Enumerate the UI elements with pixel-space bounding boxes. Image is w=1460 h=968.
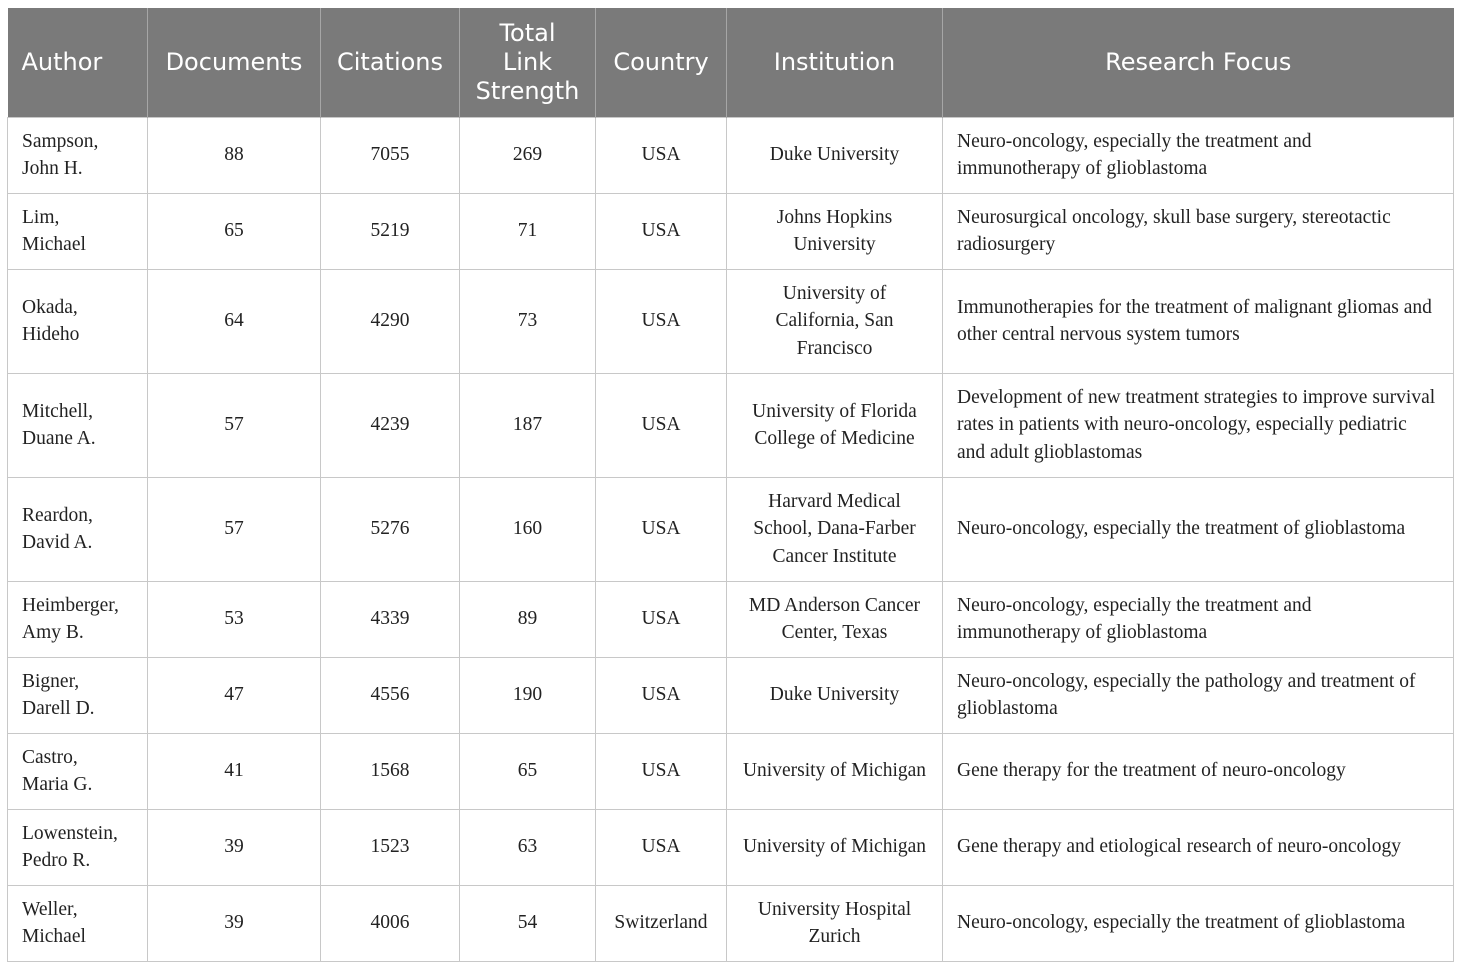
author-first-name: Pedro R.: [22, 850, 91, 871]
documents-cell: 39: [148, 809, 321, 885]
country-cell: Switzerland: [596, 885, 727, 961]
header-total-link-strength: [460, 8, 596, 117]
table-body: [8, 117, 1454, 961]
author-table-container: [7, 8, 1453, 962]
table-row: [8, 885, 1454, 961]
documents-cell: 88: [148, 117, 321, 193]
documents-cell: 39: [148, 885, 321, 961]
header-documents: Documents: [148, 8, 321, 117]
author-last-name: Okada,: [22, 296, 78, 318]
tls-cell: 89: [460, 581, 596, 657]
documents-cell: 53: [148, 581, 321, 657]
institution-cell: Duke University: [727, 117, 943, 193]
header-author: Author: [8, 8, 148, 117]
focus-cell: Neurosurgical oncology, skull base surgery, stereotactic radiosurgery: [943, 193, 1454, 269]
country-cell: USA: [596, 581, 727, 657]
author-last-name: Reardon,: [22, 504, 93, 526]
citations-cell: 5276: [321, 477, 460, 581]
country-cell: USA: [596, 373, 727, 477]
citations-cell: 1568: [321, 733, 460, 809]
institution-cell: MD Anderson Cancer Center, Texas: [727, 581, 943, 657]
author-last-name: Lowenstein,: [22, 822, 118, 844]
documents-cell: 57: [148, 477, 321, 581]
citations-cell: 7055: [321, 117, 460, 193]
table-row: [8, 733, 1454, 809]
country-cell: USA: [596, 477, 727, 581]
author-first-name: Michael: [22, 234, 86, 255]
author-cell: [8, 193, 148, 269]
country-cell: USA: [596, 657, 727, 733]
institution-cell: University of Michigan: [727, 733, 943, 809]
author-cell: [8, 809, 148, 885]
tls-cell: 73: [460, 269, 596, 373]
country-cell: USA: [596, 809, 727, 885]
author-last-name: Heimberger,: [22, 594, 119, 616]
author-last-name: Sampson,: [22, 130, 99, 152]
table-header: [8, 8, 1454, 117]
citations-cell: 4290: [321, 269, 460, 373]
institution-cell: University of Florida College of Medicine: [727, 373, 943, 477]
documents-cell: 57: [148, 373, 321, 477]
table-row: [8, 193, 1454, 269]
author-cell: [8, 117, 148, 193]
tls-cell: 63: [460, 809, 596, 885]
citations-cell: 4239: [321, 373, 460, 477]
table-row: [8, 269, 1454, 373]
header-country: Country: [596, 8, 727, 117]
header-institution: Institution: [727, 8, 943, 117]
institution-cell: Harvard Medical School, Dana-Farber Cancer Institute: [727, 477, 943, 581]
institution-cell: University of California, San Francisco: [727, 269, 943, 373]
focus-cell: Neuro-oncology, especially the treatment of glioblastoma: [943, 885, 1454, 961]
header-research-focus: Research Focus: [943, 8, 1454, 117]
author-cell: [8, 373, 148, 477]
institution-cell: Johns Hopkins University: [727, 193, 943, 269]
author-first-name: Maria G.: [22, 774, 93, 795]
institution-cell: University Hospital Zurich: [727, 885, 943, 961]
author-cell: [8, 477, 148, 581]
documents-cell: 64: [148, 269, 321, 373]
table-row: [8, 373, 1454, 477]
author-last-name: Mitchell,: [22, 400, 93, 422]
institution-cell: Duke University: [727, 657, 943, 733]
documents-cell: 47: [148, 657, 321, 733]
header-citations: Citations: [321, 8, 460, 117]
focus-cell: Immunotherapies for the treatment of malignant gliomas and other central nervous system tumors: [943, 269, 1454, 373]
tls-cell: 187: [460, 373, 596, 477]
table-row: [8, 657, 1454, 733]
citations-cell: 4556: [321, 657, 460, 733]
author-first-name: Duane A.: [22, 428, 96, 449]
author-cell: [8, 269, 148, 373]
author-cell: [8, 581, 148, 657]
tls-cell: 71: [460, 193, 596, 269]
tls-cell: 65: [460, 733, 596, 809]
documents-cell: 41: [148, 733, 321, 809]
author-first-name: David A.: [22, 532, 93, 553]
author-first-name: Darell D.: [22, 698, 95, 719]
author-first-name: Michael: [22, 926, 86, 947]
author-last-name: Bigner,: [22, 670, 80, 692]
header-row: [8, 8, 1454, 117]
citations-cell: 4339: [321, 581, 460, 657]
focus-cell: Development of new treatment strategies to improve survival rates in patients with neuro-oncology, especially pediatric and adult glioblastomas: [943, 373, 1454, 477]
focus-cell: Gene therapy and etiological research of neuro-oncology: [943, 809, 1454, 885]
header-tls-line1: Total: [499, 18, 556, 47]
author-last-name: Weller,: [22, 898, 78, 920]
citations-cell: 5219: [321, 193, 460, 269]
author-last-name: Lim,: [22, 206, 60, 228]
focus-cell: Neuro-oncology, especially the treatment and immunotherapy of glioblastoma: [943, 581, 1454, 657]
country-cell: USA: [596, 269, 727, 373]
author-cell: [8, 657, 148, 733]
tls-cell: 190: [460, 657, 596, 733]
tls-cell: 54: [460, 885, 596, 961]
tls-cell: 160: [460, 477, 596, 581]
tls-cell: 269: [460, 117, 596, 193]
author-first-name: Hideho: [22, 324, 80, 345]
table-row: [8, 477, 1454, 581]
documents-cell: 65: [148, 193, 321, 269]
citations-cell: 1523: [321, 809, 460, 885]
header-tls-line2: Link: [502, 47, 553, 76]
institution-cell: University of Michigan: [727, 809, 943, 885]
table-row: [8, 117, 1454, 193]
country-cell: USA: [596, 193, 727, 269]
table-row: [8, 581, 1454, 657]
table-row: [8, 809, 1454, 885]
country-cell: USA: [596, 733, 727, 809]
author-first-name: John H.: [22, 158, 83, 179]
author-table: [7, 8, 1454, 962]
focus-cell: Neuro-oncology, especially the treatment and immunotherapy of glioblastoma: [943, 117, 1454, 193]
focus-cell: Neuro-oncology, especially the treatment of glioblastoma: [943, 477, 1454, 581]
header-tls-line3: Strength: [475, 76, 580, 105]
author-cell: [8, 885, 148, 961]
citations-cell: 4006: [321, 885, 460, 961]
focus-cell: Neuro-oncology, especially the pathology and treatment of glioblastoma: [943, 657, 1454, 733]
focus-cell: Gene therapy for the treatment of neuro-oncology: [943, 733, 1454, 809]
author-cell: [8, 733, 148, 809]
author-first-name: Amy B.: [22, 622, 84, 643]
country-cell: USA: [596, 117, 727, 193]
author-last-name: Castro,: [22, 746, 78, 768]
